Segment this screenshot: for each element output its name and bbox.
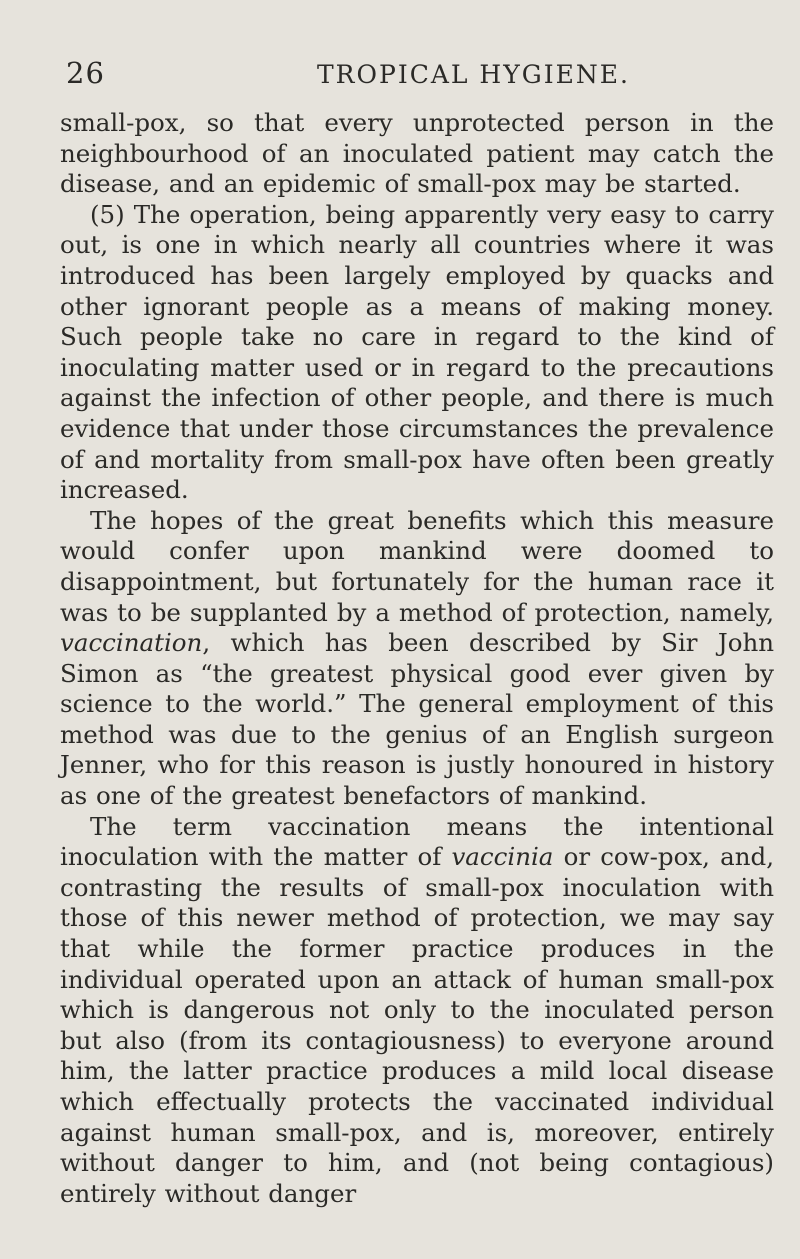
paragraph-3-text-start: The hopes of the great benefits which this measure would confer upon mankind were doomed to disappointment, but fortunately for the human race it was to be supplanted by a method of protection, namely,: [60, 505, 774, 627]
paragraph-3-text-end: , which has been described by Sir John Simon as “the greatest physical good ever given by science to the world.” The general employment of this method was due to the genius of an English surgeon Jenner, who for this reason is justly honoured in history as one of the greatest benefactors of mankind.: [60, 628, 774, 811]
paragraph-4-emphasis: vaccinia: [451, 842, 554, 872]
page-number: 26: [66, 56, 105, 90]
paragraph-3-emphasis: vaccination: [60, 628, 203, 658]
running-head: TROPICAL HYGIENE.: [317, 60, 630, 89]
paragraph-2-text: (5) The operation, being apparently very easy to carry out, is one in which nearly all countries where it was introduced has been largely employed by quacks and other ignorant people as a means of making money. Such people take no care in regard to the kind of inoculating matter used or in regard to the precautions against the infection of other people, and there is much evidence that under those circumstances the prevalence of and mortality from small-pox have often been greatly increased.: [60, 199, 774, 505]
paragraph-4: [60, 812, 774, 1210]
paragraph-4-text-start: The term vaccination means the intentional inoculation with the matter of: [60, 811, 774, 872]
paragraph-3: [60, 506, 774, 812]
paragraph-1: [60, 108, 774, 200]
page-header: [60, 48, 774, 108]
paragraph-1-text: small-pox, so that every unprotected person in the neighbourhood of an inoculated patient may catch the disease, and an epidemic of small-pox may be started.: [60, 108, 774, 199]
paragraph-2: [60, 200, 774, 506]
body-text: [60, 108, 774, 1209]
paragraph-4-text-end: or cow-pox, and, contrasting the results of small-pox inoculation with those of this newer method of protection, we may say that while the former practice produces in the individual operated upon an attack of human small-pox which is dangerous not only to the inoculated person but also (from its contagiousness) to everyone around him, the latter practice produces a mild local disease which effectually protects the vaccinated individual against human small-pox, and is, moreover, entirely without danger to him, and (not being contagious) entirely without danger: [60, 842, 774, 1208]
